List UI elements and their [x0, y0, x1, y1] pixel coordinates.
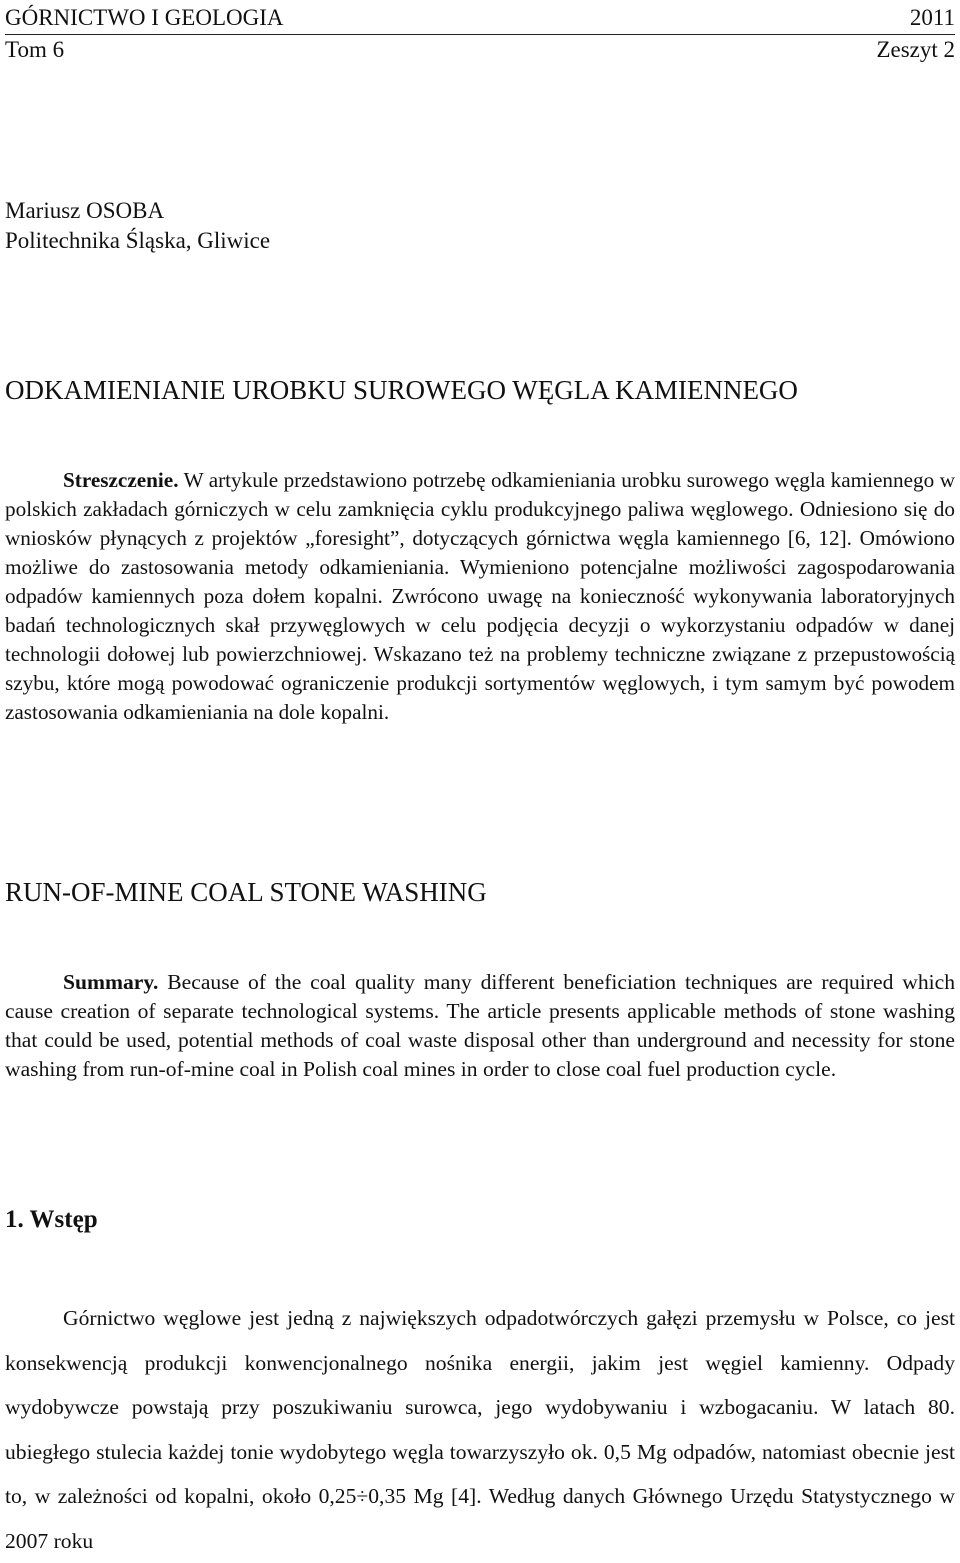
abstract-pl-text: W artykule przedstawiono potrzebę odkamieniania urobku surowego węgla kamiennego w polskich zakładach górniczych w celu zamknięcia cyklu produkcyjnego paliwa węglowego. Odniesiono się do wniosków płynących z projektów „foresight”, dotyczących górnictwa węgla kamiennego [6, 12]. Omówiono możliwe do zastosowania metody odkamieniania. Wymieniono potencjalne możliwości zagospodarowania odpadów kamiennych poza dołem kopalni. Zwrócono uwagę na konieczność wykonywania laboratoryjnych badań technologicznych skał przywęglowych w celu podjęcia decyzji o wykorzystaniu odpadów w danej technologii dołowej lub powierzchniowej. Wskazano też na problemy techniczne związane z przepustowością szybu, które mogą powodować ograniczenie produkcji sortymentów węglowych, i tym samym być powodem zastosowania odkamieniania na dole kopalni.: [5, 468, 955, 724]
author-block: [5, 196, 270, 256]
journal-volume: Tom 6: [5, 37, 65, 62]
running-header-top: [5, 2, 955, 35]
paper-title-pl: ODKAMIENIANIE UROBKU SUROWEGO WĘGLA KAMIENNEGO: [5, 375, 798, 405]
abstract-en-text: Because of the coal quality many different beneficiation techniques are required which cause creation of separate technological systems. The article presents applicable methods of stone washing that could be used, potential methods of coal waste disposal other than underground and necessity for stone washing from run-of-mine coal in Polish coal mines in order to close coal fuel production cycle.: [5, 970, 955, 1081]
section-body-intro: Górnictwo węglowe jest jedną z największych odpadotwórczych gałęzi przemysłu w Polsce, co jest konsekwencją produkcji konwencjonalnego nośnika energii, jakim jest węgiel kamienny. Odpady wydobywcze powstają przy poszukiwaniu surowca, jego wydobywaniu i wzbogacaniu. W latach 80. ubiegłego stulecia każdej tonie wydobytego węgla towarzyszyło ok. 0,5 Mg odpadów, natomiast obecnie jest to, w zależności od kopalni, około 0,25÷0,35 Mg [4]. Według danych Głównego Urzędu Statystycznego w 2007 roku: [5, 1306, 955, 1553]
author-name: Mariusz OSOBA: [5, 198, 165, 223]
abstract-en: [5, 968, 955, 1084]
journal-name: GÓRNICTWO I GEOLOGIA: [5, 5, 284, 30]
author-affiliation: Politechnika Śląska, Gliwice: [5, 228, 271, 253]
running-header-bottom: [5, 34, 955, 65]
journal-issue: Zeszyt 2: [876, 37, 955, 62]
abstract-pl: [5, 466, 955, 727]
paper-title-en: RUN-OF-MINE COAL STONE WASHING: [5, 877, 487, 907]
abstract-en-label: Summary.: [63, 970, 159, 994]
journal-year: 2011: [909, 5, 955, 30]
section-heading-intro: 1. Wstęp: [5, 1206, 98, 1233]
abstract-pl-label: Streszczenie.: [63, 468, 179, 492]
